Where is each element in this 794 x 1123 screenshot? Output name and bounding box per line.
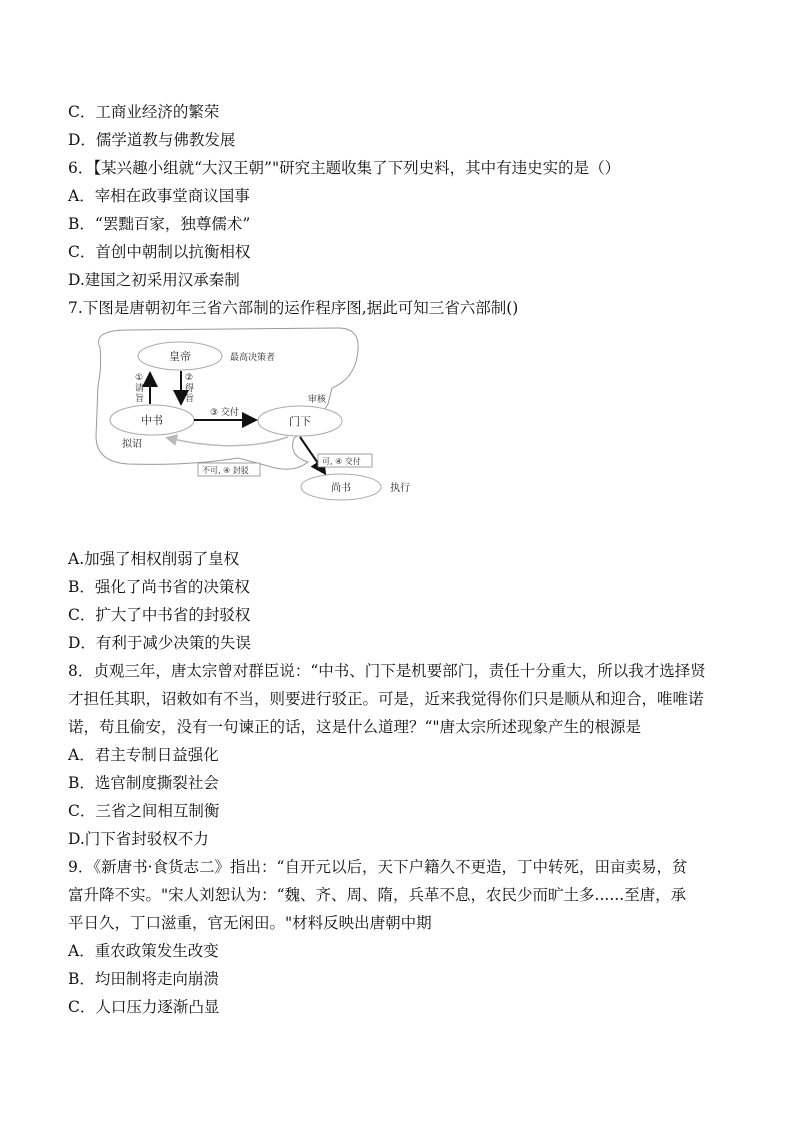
approve-label: 可, ④ 交付: [322, 457, 361, 466]
option-8d: D.门下省封驳权不力: [68, 830, 209, 848]
step1-num: ①: [135, 373, 144, 383]
option-9a: A．重农政策发生改变: [68, 942, 219, 960]
question-8-line2: 才担任其职，诏敕如有不当，则要进行驳正。可是，近来我觉得你们只是顺从和迎合，唯唯诺: [68, 690, 704, 708]
shangshu-note: 执行: [390, 483, 410, 494]
option-8c: C．三省之间相互制衡: [68, 802, 220, 820]
step1-a: 请: [135, 384, 145, 394]
menxia-label: 门下: [289, 415, 311, 428]
question-9-line2: 富升降不实。"宋人刘恕认为：“魏、齐、周、隋，兵革不息，农民少而旷土多......至唐，承: [68, 886, 687, 904]
option-8a: A．君主专制日益强化: [68, 746, 219, 764]
question-7: 7.下图是唐朝初年三省六部制的运作程序图,据此可知三省六部制(): [68, 299, 519, 317]
emperor-note: 最高决策者: [230, 353, 276, 363]
zhongshu-label: 中书: [141, 414, 163, 427]
option-7b: B．强化了尚书省的决策权: [68, 578, 250, 596]
step2-b: 旨: [185, 394, 195, 404]
question-6: 6．【某兴趣小组就“大汉王朝”"研究主题收集了下列史料，其中有违史实的是（）: [68, 159, 621, 177]
option-9c: C．人口压力逐渐凸显: [68, 998, 220, 1016]
option-7a: A.加强了相权削弱了皇权: [68, 550, 240, 568]
option-6d: D.建国之初采用汉承秦制: [68, 271, 240, 289]
arrow-reject: [168, 437, 288, 446]
option-5d: D．儒学道教与佛教发展: [68, 131, 236, 149]
option-9b: B．均田制将走向崩溃: [68, 970, 219, 988]
option-8b: B．选官制度撕裂社会: [68, 774, 219, 792]
option-7d: D．有利于减少决策的失误: [68, 634, 251, 652]
zhongshu-note: 拟诏: [122, 439, 142, 450]
option-6b: B．“罢黜百家，独尊儒术”: [68, 215, 251, 233]
question-8-line1: 8．贞观三年，唐太宗曾对群臣说：“中书、门下是机要部门，责任十分重大，所以我才选择贤: [68, 662, 706, 680]
option-7c: C．扩大了中书省的封驳权: [68, 606, 251, 624]
option-6c: C．首创中朝制以抗衡相权: [68, 243, 251, 261]
step2-a: 得: [185, 384, 195, 394]
step3-label: ③ 交付: [210, 408, 239, 418]
question-9-line1: 9．《新唐书·食货志二》指出：“自开元以后，天下户籍久不更造，丁中转死，田亩卖易，贫: [68, 858, 688, 876]
menxia-note: 审核: [308, 395, 327, 405]
step1-b: 旨: [135, 394, 145, 404]
emperor-label: 皇帝: [169, 350, 191, 363]
reject-label: 不可, ④ 封驳: [202, 466, 249, 475]
shangshu-label: 尚书: [331, 483, 351, 494]
question-9-line3: 平日久，丁口滋重，官无闲田。"材料反映出唐朝中期: [68, 914, 432, 932]
option-5c: C．工商业经济的繁荣: [68, 103, 220, 121]
step2-num: ②: [185, 373, 194, 383]
three-departments-diagram: [88, 326, 428, 506]
question-8-line3: 诺，苟且偷安，没有一句谏正的话，这是什么道理？“"唐太宗所述现象产生的根源是: [68, 718, 642, 736]
option-6a: A．宰相在政事堂商议国事: [68, 187, 250, 205]
